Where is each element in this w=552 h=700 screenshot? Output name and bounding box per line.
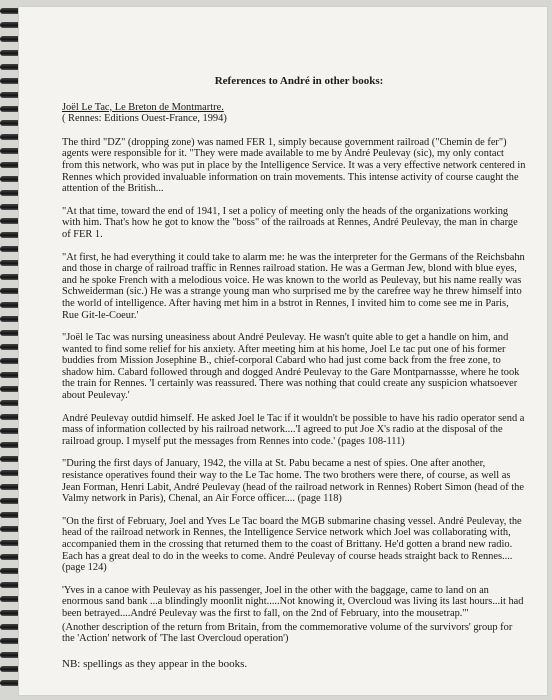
paragraph: "On the first of February, Joel and Yves Le Tac board the MGB submarine chasing vessel. André Peulevay, the head of the railroad network in Rennes, the Intelligence Service network which Joel was collaborating with, accompanied them in the crossing that returned them to the coast of Brittany. He'd gotten a brand new radio. Each has a great deal to do in the weeks to come. André Peulevay of course heads straight back to Rennes.... (page 124) [62,515,522,574]
paragraph: "During the first days of January, 1942, the villa at St. Pabu became a nest of spies. One after another, resistance operatives found their way to the Le Tac home. The two brothers were there, of course, as well as Jean Forman, Henri Labit, André Peulevay (head of the railroad network in Rennes) Robert Simon (head of the Valmy network in Paris), Chenal, an Air Force officer.... (page 118) [62,458,524,505]
source-citation [62,102,526,125]
paragraph: 'Yves in a canoe with Peulevay as his passenger, Joel in the other with the baggage, came to land on an enormous sand bank ...a blindingly moonlit night.....Not knowing it, Overcloud was living its last hours...it had been betrayed....André Peulevay was the first to fall, on the 2nd of February, into the mousetrap.'" [62,584,524,619]
page-title: References to André in other books: [214,75,384,87]
paragraph: André Peulevay outdid himself. He asked Joel le Tac if it wouldn't be possible to have his radio operator send a mass of information collected by his railroad network....'I agreed to put Joe X's radio at the disposal of the railroad group. I myself put the messages from Rennes into code.' (pages 108-111) [62,412,525,447]
paragraph: (Another description of the return from Britain, from the commemorative volume of the survivors' group for the 'Action' network of 'The last Overcloud operation') [62,621,513,645]
paragraph: "Joël le Tac was nursing uneasiness about André Peulevay. He wasn't quite able to get a handle on him, and wanted to find some relief for his anxiety. After meeting him at his home, Joel Le tac put one of his former buddies from Mission Josephine B., chief-corporal Cabard who had just come back from the free zone, to shadow him. Cabard followed through and dogged André Peulevay to the Gare Montparnassse, where he took the train for Rennes. 'I certainly was reassured. There was nothing that could create any suspicion whatsoever about Peulevay.' [62,332,520,402]
paragraph: "At first, he had everything it could take to alarm me: he was the interpreter for the Germans of the Reichsbahn and those in charge of railroad traffic in Rennes railroad station. He was a German Jew, blond with blue eyes, and he spoke French with a melodious voice. He was known to the world as Peulevay, but his name really was Schweiderman (sic.) He was a strange young man who surprised me by the carefree way he threw himself into the world of intelligence. After having met him in a bstrot in Rennes, I invited him to come see me in Paris, Rue Git-le-Coeur.' [62,251,525,321]
source-publisher: ( Rennes: Editions Ouest-France, 1994) [62,113,227,125]
page-content [62,76,526,681]
spelling-note: NB: spellings as they appear in the books. [62,657,248,670]
source-title: Joël Le Tac, Le Breton de Montmartre. [62,101,224,113]
paragraph: "At that time, toward the end of 1941, I set a policy of meeting only the heads of the organizations working with him. That's how he got to know the "boss" of the railroads at Rennes, André Peulevay, the man in charge of FER 1. [62,205,518,240]
paragraph: The third "DZ" (dropping zone) was named FER 1, simply because government railroad ("Chemin de fer") agents were responsible for it. "They were made available to me by André Peulevay (sic), my only contact from this network, who was put in place by the Intelligence Service. It was a very effective network centered in Rennes which provided invaluable information on train movements. This intense activity of course caught the attention of the British... [62,136,526,195]
